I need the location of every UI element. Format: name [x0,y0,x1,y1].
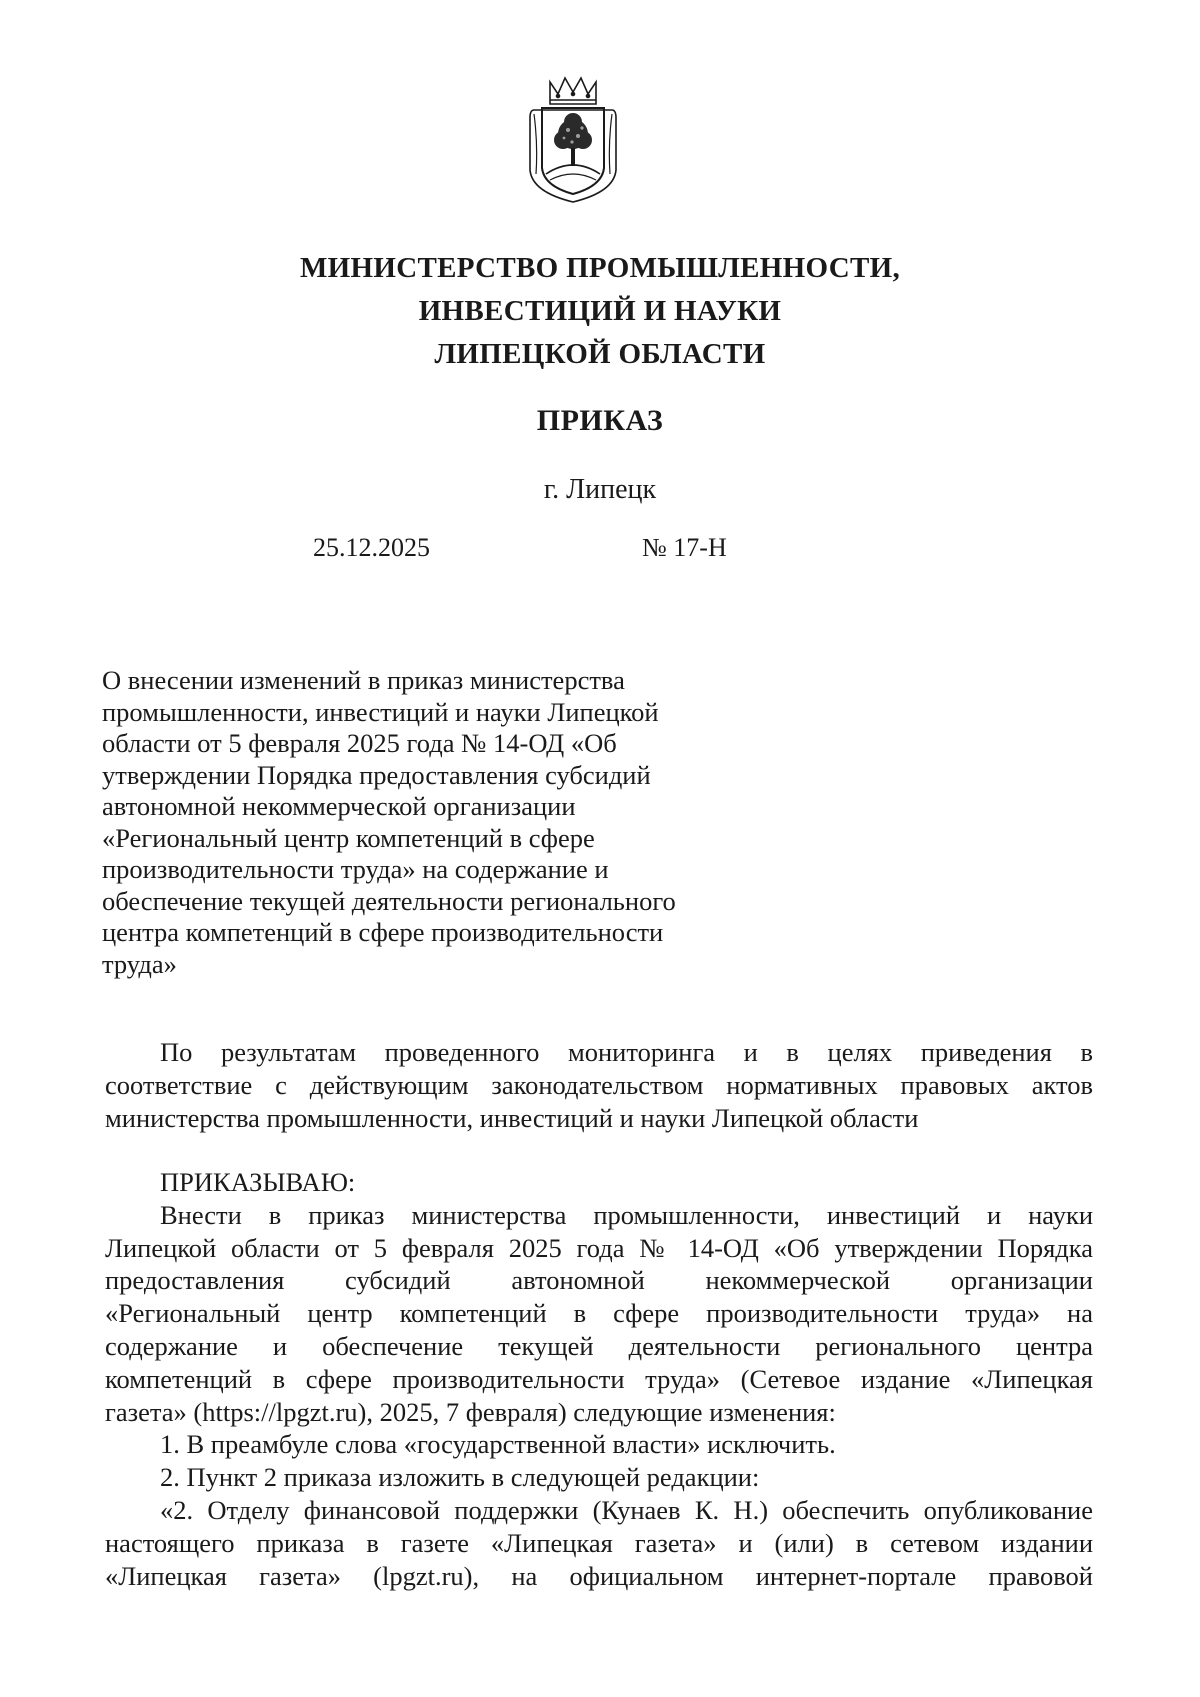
preamble-line: По результатам проведенного мониторинга и в целях приведения в [160,1037,1093,1067]
order-line: «Липецкая газета» (lpgzt.ru), на официальном интернет-портале правовой [105,1560,1093,1591]
ministry-header-line-3: ЛИПЕЦКОЙ ОБЛАСТИ [434,338,766,370]
order-item: 2. Пункт 2 приказа изложить в следующей редакции: [160,1462,760,1493]
order-line: содержание и обеспечение текущей деятельности регионального центра [105,1330,1093,1361]
document-date: 25.12.2025 [313,533,430,562]
document-subject [102,665,742,980]
subject-line: области от 5 февраля 2025 года № 14-ОД «Об [102,728,617,758]
preamble-line: министерства промышленности, инвестиций и науки Липецкой области [105,1102,919,1133]
order-line: Липецкой области от 5 февраля 2025 года № 14-ОД «Об утверждении Порядка [105,1232,1093,1263]
coat-of-arms-icon [528,74,618,206]
order-line: предоставления субсидий автономной некоммерческой организации [105,1265,1093,1296]
document-city: г. Липецк [543,474,657,505]
ministry-header-line-1: МИНИСТЕРСТВО ПРОМЫШЛЕННОСТИ, [300,252,900,284]
ministry-header [0,247,1200,376]
document-title: ПРИКАЗ [536,404,664,437]
order-line: настоящего приказа в газете «Липецкая газета» и (или) в сетевом издании [105,1527,1093,1558]
order-line: газета» (https://lpgzt.ru), 2025, 7 февраля) следующие изменения: [105,1396,836,1427]
preamble-line: соответствие с действующим законодательством нормативных правовых актов [105,1069,1093,1100]
preamble-paragraph [105,1036,1093,1134]
document-number: № 17-Н [642,533,727,562]
order-line: «Региональный центр компетенций в сфере производительности труда» на [105,1298,1093,1329]
order-heading: ПРИКАЗЫВАЮ: [160,1167,356,1197]
order-line: компетенций в сфере производительности труда» (Сетевое издание «Липецкая [105,1363,1093,1394]
ministry-header-line-2: ИНВЕСТИЦИЙ И НАУКИ [418,295,782,327]
subject-line: производительности труда» на содержание и [102,854,609,884]
subject-line: обеспечение текущей деятельности регионального [102,885,676,916]
subject-line: «Региональный центр компетенций в сфере [102,822,595,853]
order-item: 1. В преамбуле слова «государственной власти» исключить. [160,1429,836,1460]
subject-line: промышленности, инвестиций и науки Липецкой [102,696,659,727]
subject-line: центра компетенций в сфере производительности [102,917,664,947]
order-line: Внести в приказ министерства промышленности, инвестиций и науки [160,1199,1093,1230]
subject-line: автономной некоммерческой организации [102,791,576,821]
order-line: «2. Отделу финансовой поддержки (Кунаев К. Н.) обеспечить опубликование [160,1494,1093,1525]
subject-line: О внесении изменений в приказ министерства [102,665,625,695]
order-section [105,1166,1093,1592]
subject-line: утверждении Порядка предоставления субсидий [102,759,651,790]
subject-line: труда» [102,948,177,979]
